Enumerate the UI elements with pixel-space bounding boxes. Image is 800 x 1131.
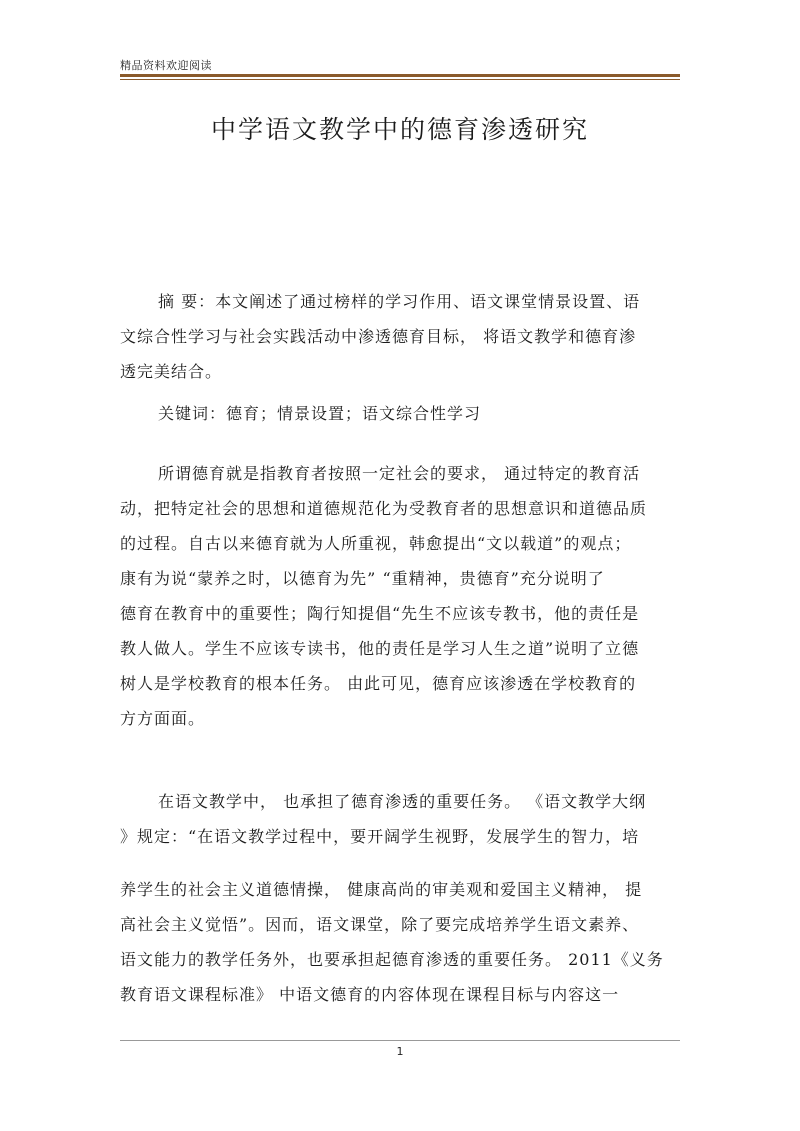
paragraph-line: 教育语文课程标准》 中语文德育的内容体现在课程目标与内容这一 — [120, 985, 620, 1004]
keywords-line: 关键词：德育；情景设置；语文综合性学习 — [158, 404, 482, 423]
body-paragraph-2 — [120, 784, 680, 854]
page-number: 1 — [396, 1045, 404, 1058]
paragraph-line: 康有为说“蒙养之时，以德育为先” “重精神，贵德育”充分说明了 — [120, 569, 605, 588]
paragraph-line: 高社会主义觉悟”。因而，语文课堂，除了要完成培养学生语文素养、 — [120, 915, 640, 934]
abstract-line: 摘 要：本文阐述了通过榜样的学习作用、语文课堂情景设置、语 — [158, 292, 641, 311]
keywords-paragraph — [120, 396, 680, 431]
abstract-line: 文综合性学习与社会实践活动中渗透德育目标， 将语文教学和德育渗 — [120, 327, 637, 346]
paragraph-line: 》规定：“在语文教学过程中，要开阔学生视野，发展学生的智力，培 — [120, 827, 640, 846]
document-title: 中学语文教学中的德育渗透研究 — [210, 115, 589, 144]
footer-rule — [120, 1040, 680, 1041]
paragraph-line: 的过程。自古以来德育就为人所重视，韩愈提出“文以载道”的观点； — [120, 534, 632, 553]
body-paragraph-3 — [120, 872, 680, 1012]
header-rule — [120, 74, 680, 77]
page-header-text: 精品资料欢迎阅读 — [120, 59, 212, 72]
abstract-paragraph — [120, 284, 680, 389]
paragraph-line: 教人做人。学生不应该专读书，他的责任是学习人生之道”说明了立德 — [120, 639, 640, 658]
paragraph-line: 养学生的社会主义道德情操， 健康高尚的审美观和爱国主义精神， 提 — [120, 880, 643, 899]
paragraph-line: 所谓德育就是指教育者按照一定社会的要求， 通过特定的教育活 — [158, 464, 641, 483]
paragraph-line: 动，把特定社会的思想和道德规范化为受教育者的思想意识和道德品质 — [120, 499, 648, 518]
paragraph-line: 方方面面。 — [120, 709, 206, 728]
paragraph-line: 语文能力的教学任务外，也要承担起德育渗透的重要任务。 2011《义务 — [120, 950, 664, 969]
body-paragraph-1 — [120, 456, 680, 736]
abstract-line: 透完美结合。 — [120, 362, 223, 381]
header-rule-thin — [120, 79, 680, 80]
paragraph-line: 德育在教育中的重要性；陶行知提倡“先生不应该专教书，他的责任是 — [120, 604, 640, 623]
paragraph-line: 树人是学校教育的根本任务。 由此可见，德育应该渗透在学校教育的 — [120, 674, 637, 693]
paragraph-line: 在语文教学中， 也承担了德育渗透的重要任务。 《语文教学大纲 — [158, 792, 647, 811]
